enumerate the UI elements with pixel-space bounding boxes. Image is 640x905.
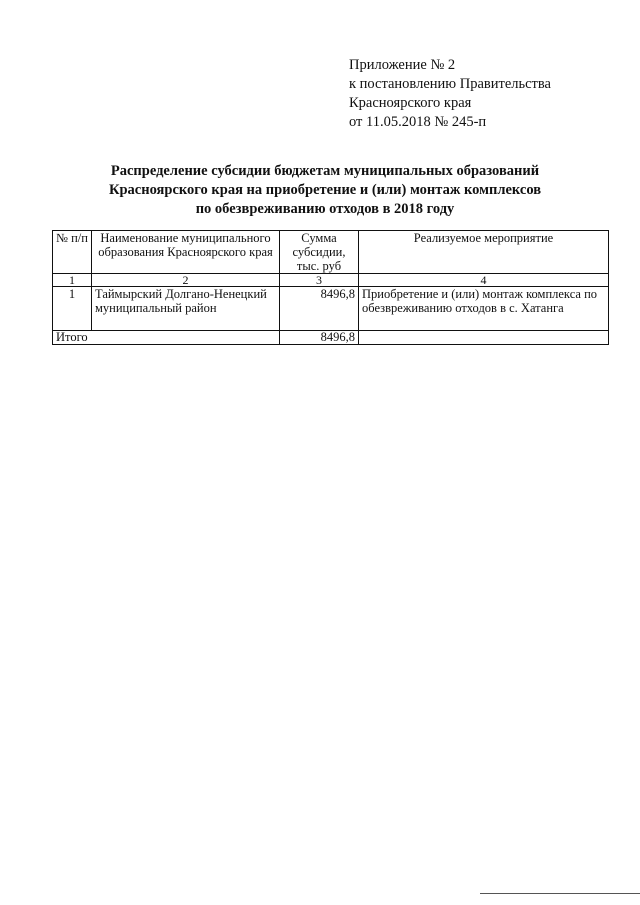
title-line-2: Красноярского края на приобретение и (или) монтаж комплексов [108, 182, 542, 198]
header-name: Наименование муниципального образования Красноярского края [92, 231, 280, 274]
col-number: 2 [92, 274, 280, 287]
appendix-date: от 11.05.2018 № 245-п [349, 114, 487, 130]
total-empty [359, 331, 609, 345]
col-number: 3 [280, 274, 359, 287]
column-numbers-row [53, 274, 609, 287]
total-sum: 8496,8 [280, 331, 359, 345]
subsidy-table [52, 230, 609, 345]
appendix-header [349, 56, 551, 132]
document-title [60, 162, 590, 219]
header-activity: Реализуемое мероприятие [359, 231, 609, 274]
scan-edge-line [480, 893, 640, 894]
appendix-title: Приложение № 2 [349, 57, 456, 73]
header-sum: Сумма субсидии, тыс. руб [280, 231, 359, 274]
table-header-row [53, 231, 609, 274]
row-activity: Приобретение и (или) монтаж комплекса по обезвреживанию отходов в с. Хатанга [359, 287, 609, 331]
col-number: 4 [359, 274, 609, 287]
row-name: Таймырский Долгано-Ненецкий муниципальный район [92, 287, 280, 331]
total-label: Итого [53, 331, 280, 345]
appendix-ref: к постановлению Правительства [349, 76, 551, 92]
row-sum: 8496,8 [280, 287, 359, 331]
col-number: 1 [53, 274, 92, 287]
title-line-1: Распределение субсидии бюджетам муниципальных образований [110, 163, 540, 179]
table-row [53, 287, 609, 331]
appendix-region: Красноярского края [349, 95, 472, 111]
total-row [53, 331, 609, 345]
header-num: № п/п [53, 231, 92, 274]
title-line-3: по обезвреживанию отходов в 2018 году [195, 201, 455, 217]
row-num: 1 [53, 287, 92, 331]
